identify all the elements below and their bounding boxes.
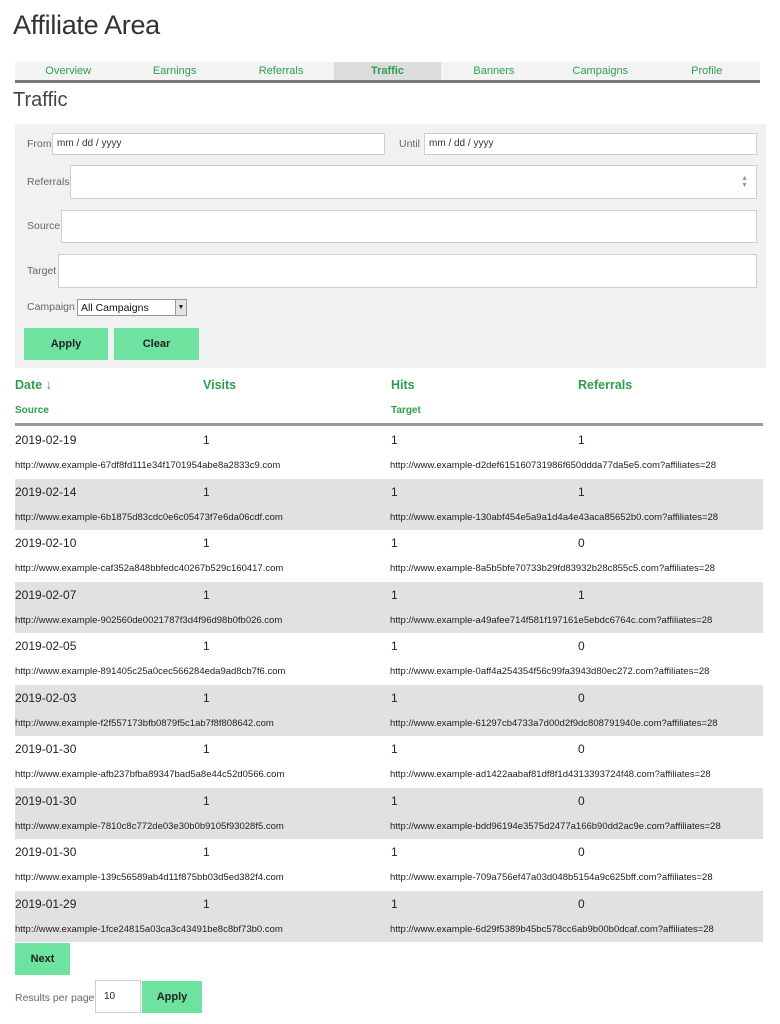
source-label: Source <box>27 220 61 232</box>
hits-cell: 1 <box>391 536 398 550</box>
source-cell: http://www.example-891405c25a0cec566284eda9ad8cb7f6.com <box>15 666 286 677</box>
from-date-input[interactable]: mm / dd / yyyy <box>52 133 385 155</box>
tab-earnings[interactable]: Earnings <box>152 65 197 77</box>
hits-cell: 1 <box>391 793 398 808</box>
visits-cell: 1 <box>203 793 210 808</box>
campaign-select[interactable] <box>77 299 187 316</box>
tab-overview[interactable]: Overview <box>45 65 92 77</box>
filter-apply-button[interactable]: Apply <box>24 328 108 360</box>
visits-cell: 1 <box>203 433 210 447</box>
table-row <box>15 479 763 531</box>
up-down-arrow-icon: ▲ ▼ <box>741 175 748 189</box>
hits-cell: 1 <box>391 433 398 447</box>
tab-referrals[interactable]: Referrals <box>258 65 304 77</box>
source-cell: http://www.example-afb237bfba89347bad5a8e44c52d0566.com <box>15 769 285 780</box>
tab-banners[interactable]: Banners <box>473 65 515 77</box>
visits-cell: 1 <box>203 639 210 653</box>
hits-column-header[interactable]: Hits <box>391 378 415 392</box>
hits-cell: 1 <box>391 896 398 911</box>
target-cell: http://www.example-0aff4a254354f56c99fa3943d80ec272.com?affiliates=28 <box>390 666 710 677</box>
section-title: Traffic <box>13 89 68 111</box>
referrals-label: Referrals <box>27 176 70 188</box>
page-title: Affiliate Area <box>13 10 160 40</box>
source-cell: http://www.example-7810c8c772de03e30b0b9105f93028f5.com <box>15 820 284 832</box>
source-cell: http://www.example-f2f557173bfb0879f5c1ab7f8f808642.com <box>15 717 274 729</box>
referrals-cell: 1 <box>578 484 585 499</box>
date-cell: 2019-02-07 <box>15 587 77 602</box>
tab-bar <box>15 62 760 83</box>
chevron-down-icon: ▼ <box>175 300 186 315</box>
date-cell: 2019-02-14 <box>15 484 77 499</box>
hits-cell: 1 <box>391 587 398 602</box>
traffic-table-body <box>15 427 763 942</box>
target-cell: http://www.example-d2def615160731986f650ddda77da5e5.com?affiliates=28 <box>390 460 716 471</box>
table-row <box>15 633 763 685</box>
referrals-select[interactable] <box>70 165 757 199</box>
table-row <box>15 736 763 788</box>
visits-cell: 1 <box>203 690 210 705</box>
results-per-page-input[interactable]: 10 <box>95 980 141 1013</box>
target-cell: http://www.example-61297cb4733a7d00d2f9dc808791940e.com?affiliates=28 <box>390 717 718 729</box>
filter-panel <box>15 124 766 368</box>
visits-cell: 1 <box>203 536 210 550</box>
table-row <box>15 530 763 582</box>
source-cell: http://www.example-902560de0021787f3d4f96d98b0fb026.com <box>15 614 283 626</box>
target-cell: http://www.example-130abf454e5a9a1d4a4e43aca85652b0.com?affiliates=28 <box>390 511 719 523</box>
table-row <box>15 685 763 737</box>
tab-campaigns[interactable]: Campaigns <box>572 65 629 77</box>
source-input[interactable] <box>61 210 757 243</box>
table-row <box>15 427 763 479</box>
next-page-button[interactable]: Next <box>15 943 70 975</box>
referrals-cell: 0 <box>578 639 585 653</box>
tab-profile[interactable]: Profile <box>691 65 723 77</box>
target-cell: http://www.example-a49afee714f581f197161e5ebdc6764c.com?affiliates=28 <box>390 614 713 626</box>
hits-cell: 1 <box>391 484 398 499</box>
source-cell: http://www.example-6b1875d83cdc0e6c05473f7e6da06cdf.com <box>15 511 283 523</box>
target-cell: http://www.example-709a756ef47a03d048b5154a9c625bff.com?affiliates=28 <box>390 872 713 883</box>
referrals-cell: 1 <box>578 433 585 447</box>
table-row <box>15 839 763 891</box>
table-row <box>15 891 763 943</box>
visits-cell: 1 <box>203 845 210 859</box>
hits-cell: 1 <box>391 690 398 705</box>
date-cell: 2019-02-10 <box>15 536 77 550</box>
visits-cell: 1 <box>203 896 210 911</box>
target-cell: http://www.example-8a5b5bfe70733b29fd83932b28c855c5.com?affiliates=28 <box>390 563 715 574</box>
source-cell: http://www.example-139c56589ab4d11f875bb03d5ed382f4.com <box>15 872 284 883</box>
campaign-select-value: All Campaigns <box>81 302 149 314</box>
target-column-header[interactable]: Target <box>391 405 421 416</box>
referrals-cell: 1 <box>578 587 585 602</box>
date-cell: 2019-01-30 <box>15 742 77 756</box>
referrals-cell: 0 <box>578 896 585 911</box>
until-date-input[interactable]: mm / dd / yyyy <box>424 133 757 155</box>
table-header <box>15 374 763 426</box>
results-per-page-label: Results per page <box>15 992 95 1004</box>
visits-cell: 1 <box>203 484 210 499</box>
target-label: Target <box>27 265 57 277</box>
date-cell: 2019-02-19 <box>15 433 77 447</box>
target-cell: http://www.example-bdd96194e3575d2477a166b90dd2ac9e.com?affiliates=28 <box>390 820 721 832</box>
visits-column-header[interactable]: Visits <box>203 378 237 392</box>
target-cell: http://www.example-ad1422aabaf81df8f1d4313393724f48.com?affiliates=28 <box>390 769 711 780</box>
referrals-cell: 0 <box>578 845 585 859</box>
visits-cell: 1 <box>203 587 210 602</box>
results-apply-button[interactable]: Apply <box>142 981 202 1013</box>
referrals-cell: 0 <box>578 536 585 550</box>
from-label: From <box>27 138 52 150</box>
filter-clear-button[interactable]: Clear <box>114 328 199 360</box>
visits-cell: 1 <box>203 742 210 756</box>
referrals-cell: 0 <box>578 690 585 705</box>
until-label: Until <box>399 138 421 150</box>
tab-traffic[interactable]: Traffic <box>334 62 440 80</box>
table-row <box>15 582 763 634</box>
source-cell: http://www.example-67df8fd111e34f1701954abe8a2833c9.com <box>15 460 281 471</box>
source-cell: http://www.example-caf352a848bbfedc40267b529c160417.com <box>15 563 284 574</box>
referrals-cell: 0 <box>578 793 585 808</box>
referrals-column-header[interactable]: Referrals <box>578 378 633 392</box>
hits-cell: 1 <box>391 845 398 859</box>
table-row <box>15 788 763 840</box>
source-cell: http://www.example-1fce24815a03ca3c43491be8c8bf73b0.com <box>15 923 283 935</box>
hits-cell: 1 <box>391 639 398 653</box>
source-column-header[interactable]: Source <box>15 405 49 416</box>
target-cell: http://www.example-6d29f5389b45bc578cc6ab9b00b0dcaf.com?affiliates=28 <box>390 923 714 935</box>
target-input[interactable] <box>58 254 757 288</box>
date-cell: 2019-01-30 <box>15 845 77 859</box>
date-column-header[interactable]: Date ↓ <box>15 378 52 392</box>
referrals-cell: 0 <box>578 742 585 756</box>
date-cell: 2019-02-05 <box>15 639 77 653</box>
campaign-label: Campaign <box>27 301 75 313</box>
date-cell: 2019-01-30 <box>15 793 77 808</box>
hits-cell: 1 <box>391 742 398 756</box>
date-cell: 2019-02-03 <box>15 690 77 705</box>
date-cell: 2019-01-29 <box>15 896 77 911</box>
